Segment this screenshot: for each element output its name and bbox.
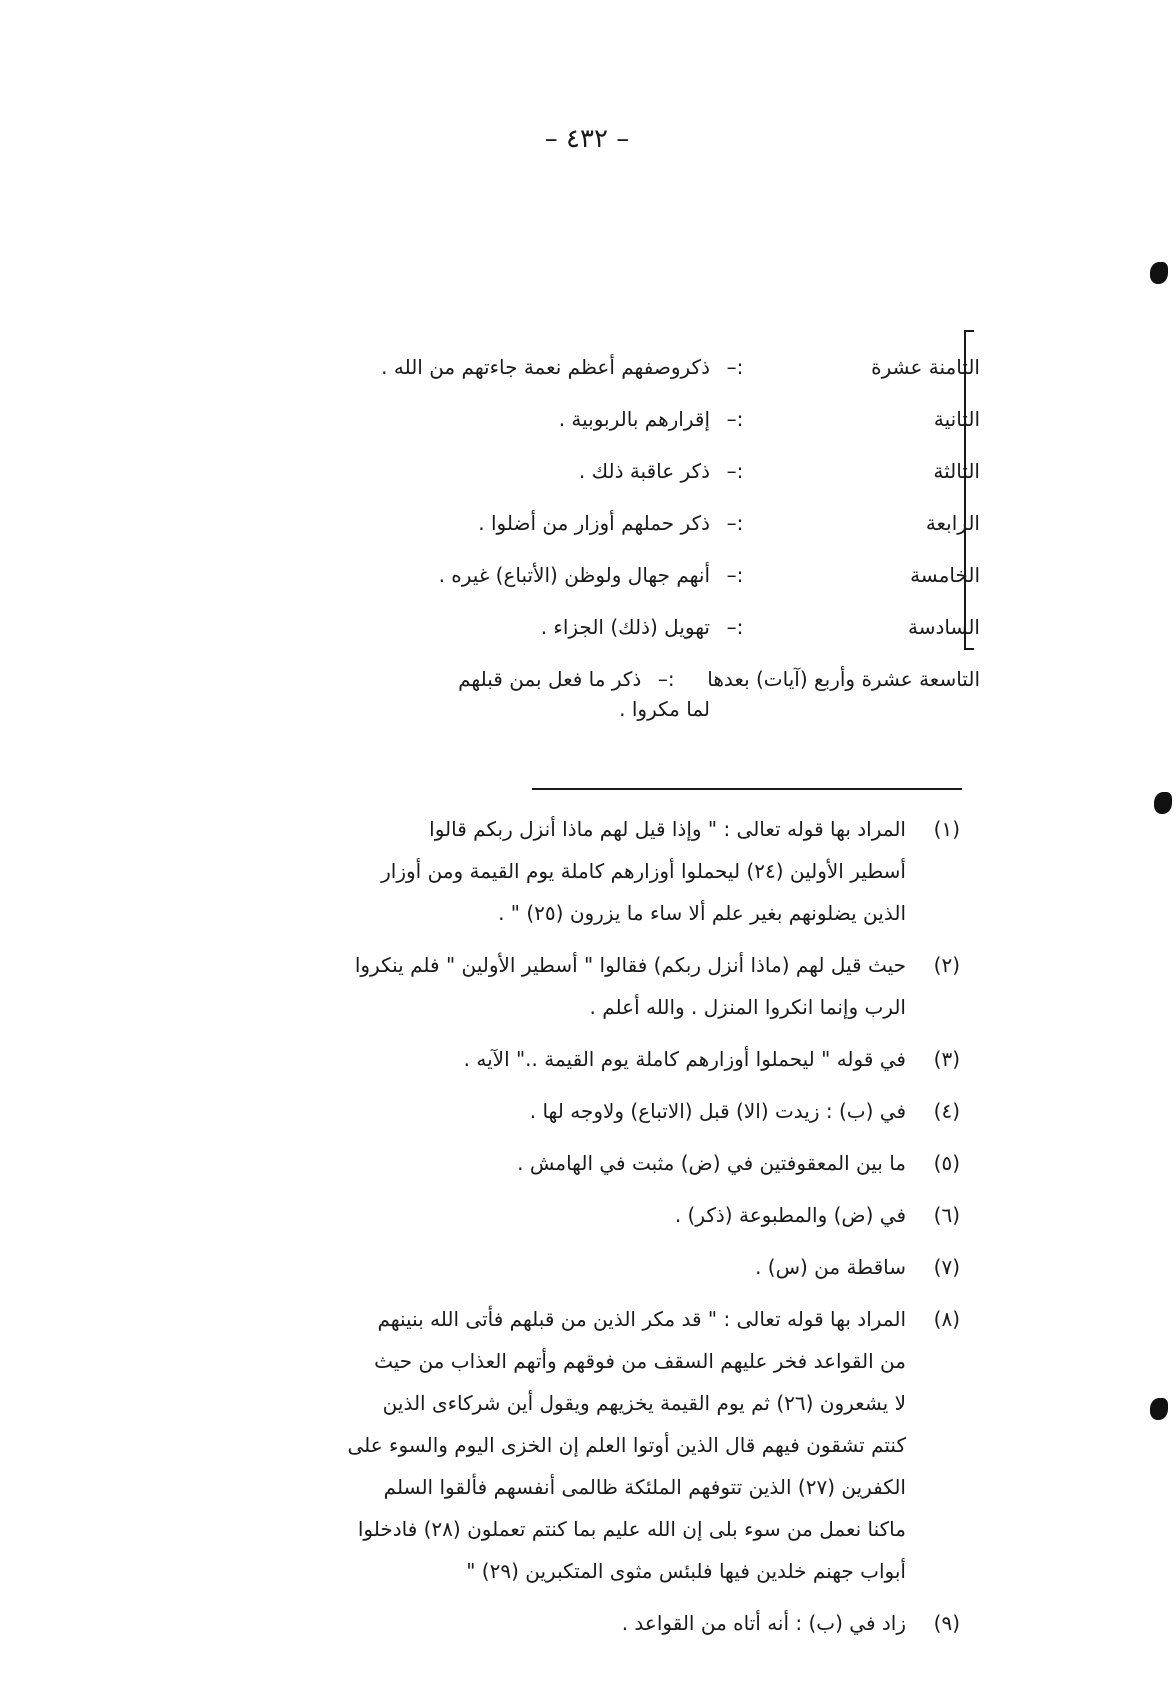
item-text: ذكروصفهم أعظم نعمة جاءتهم من الله . <box>381 355 710 379</box>
list-item <box>120 486 980 538</box>
footnote-line: من القواعد فخر عليهم السقف من فوقهم وأتهم العذاب من حيث <box>374 1349 906 1373</box>
item-text: ذكر حملهم أوزار من أضلوا . <box>478 511 710 535</box>
footnote-line: في (ض) والمطبوعة (ذكر) . <box>674 1203 906 1227</box>
list-item <box>120 590 980 642</box>
footnote <box>100 808 960 934</box>
footnote <box>100 1194 960 1236</box>
page-number: – ٤٣٢ – <box>544 124 630 154</box>
footnote-line: الكفرين (٢٧) الذين تتوفهم الملئكة ظالمى أنفسهم فألقوا السلم <box>383 1475 906 1499</box>
footnote-line: كنتم تشقون فيهم قال الذين أوتوا العلم إن الخزى اليوم والسوء على <box>347 1433 906 1457</box>
footnote-line: في (ب) : زيدت (الا) قبل (الاتباع) ولاوجه لها . <box>529 1099 906 1123</box>
footnote-line: الرب وإنما انكروا المنزل . والله أعلم . <box>589 995 906 1019</box>
footnotes <box>100 808 960 1654</box>
list-item <box>120 330 980 382</box>
footnote-number: (٣) <box>933 1047 960 1071</box>
item-text: أنهم جهال ولوظن (الأتباع) غيره . <box>438 563 710 587</box>
item-separator: :– <box>726 563 744 587</box>
item-separator: :– <box>726 407 744 431</box>
footnote-number: (١) <box>933 817 960 841</box>
footnote-number: (٨) <box>933 1307 960 1331</box>
footnote-line: المراد بها قوله تعالى : " وإذا قيل لهم ماذا أنزل ربكم قالوا <box>429 817 906 841</box>
footnote-number: (٢) <box>933 953 960 977</box>
footnote-divider <box>532 788 962 790</box>
item-text: ذكر عاقبة ذلك . <box>578 459 710 483</box>
item-text: إقرارهم بالربوبية . <box>558 407 710 431</box>
item-text: تهويل (ذلك) الجزاء . <box>540 615 710 639</box>
footnote <box>100 1038 960 1080</box>
item-label: الخامسة <box>910 563 980 587</box>
scan-mark <box>1154 792 1172 814</box>
item-label: الرابعة <box>925 511 980 535</box>
item-label: الثالثة <box>933 459 980 483</box>
scan-mark <box>1150 262 1168 284</box>
footnote-number: (٧) <box>933 1255 960 1279</box>
item-label: الثانية <box>933 407 980 431</box>
footnote <box>100 1298 960 1592</box>
item-text: ذكر ما فعل بمن قبلهم <box>458 667 642 691</box>
footnote <box>100 1142 960 1184</box>
item-continuation: لما مكروا . <box>619 697 710 721</box>
footnote-number: (٥) <box>933 1151 960 1175</box>
footnote-line: المراد بها قوله تعالى : " قد مكر الذين من قبلهم فأتى الله بنينهم <box>377 1307 906 1331</box>
footnote-line: في قوله " ليحملوا أوزارهم كاملة يوم القيمة .." الآيه . <box>463 1047 906 1071</box>
footnote-line: أسطير الأولين (٢٤) ليحملوا أوزارهم كاملة يوم القيمة ومن أوزار <box>381 859 906 883</box>
footnote <box>100 1246 960 1288</box>
item-separator: :– <box>726 615 744 639</box>
scan-mark <box>1150 1398 1168 1420</box>
footnote-line: الذين يضلونهم بغير علم ألا ساء ما يزرون (٢٥) " . <box>498 901 906 925</box>
list-item <box>120 434 980 486</box>
item-label: التاسعة عشرة وأربع (آيات) بعدها <box>707 667 980 691</box>
footnote-number: (٤) <box>933 1099 960 1123</box>
item-separator: :– <box>657 667 675 691</box>
footnote-line: أبواب جهنم خلدين فيها فلبئس مثوى المتكبرين (٢٩) " <box>466 1559 906 1583</box>
list-item <box>120 382 980 434</box>
item-label: السادسة <box>908 615 980 639</box>
item-separator: :– <box>726 511 744 535</box>
footnote-number: (٦) <box>933 1203 960 1227</box>
footnote-line: ماكنا نعمل من سوء بلى إن الله عليم بما كنتم تعملون (٢٨) فادخلوا <box>357 1517 906 1541</box>
footnote-line: ما بين المعقوفتين في (ض) مثبت في الهامش . <box>517 1151 906 1175</box>
footnote-line: ساقطة من (س) . <box>755 1255 906 1279</box>
footnote-line: لا يشعرون (٢٦) ثم يوم القيمة يخزيهم ويقول أين شركاءى الذين <box>382 1391 906 1415</box>
list-item <box>120 642 980 694</box>
list-item <box>120 538 980 590</box>
item-separator: :– <box>726 355 744 379</box>
main-list <box>120 330 980 740</box>
footnote <box>100 944 960 1028</box>
footnote-line: حيث قيل لهم (ماذا أنزل ربكم) فقالوا " أسطير الأولين " فلم ينكروا <box>354 953 906 977</box>
footnote-line: زاد في (ب) : أنه أتاه من القواعد . <box>621 1611 906 1635</box>
item-separator: :– <box>726 459 744 483</box>
item-label: الثامنة عشرة <box>871 355 980 379</box>
footnote <box>100 1602 960 1644</box>
footnote <box>100 1090 960 1132</box>
footnote-number: (٩) <box>933 1611 960 1635</box>
